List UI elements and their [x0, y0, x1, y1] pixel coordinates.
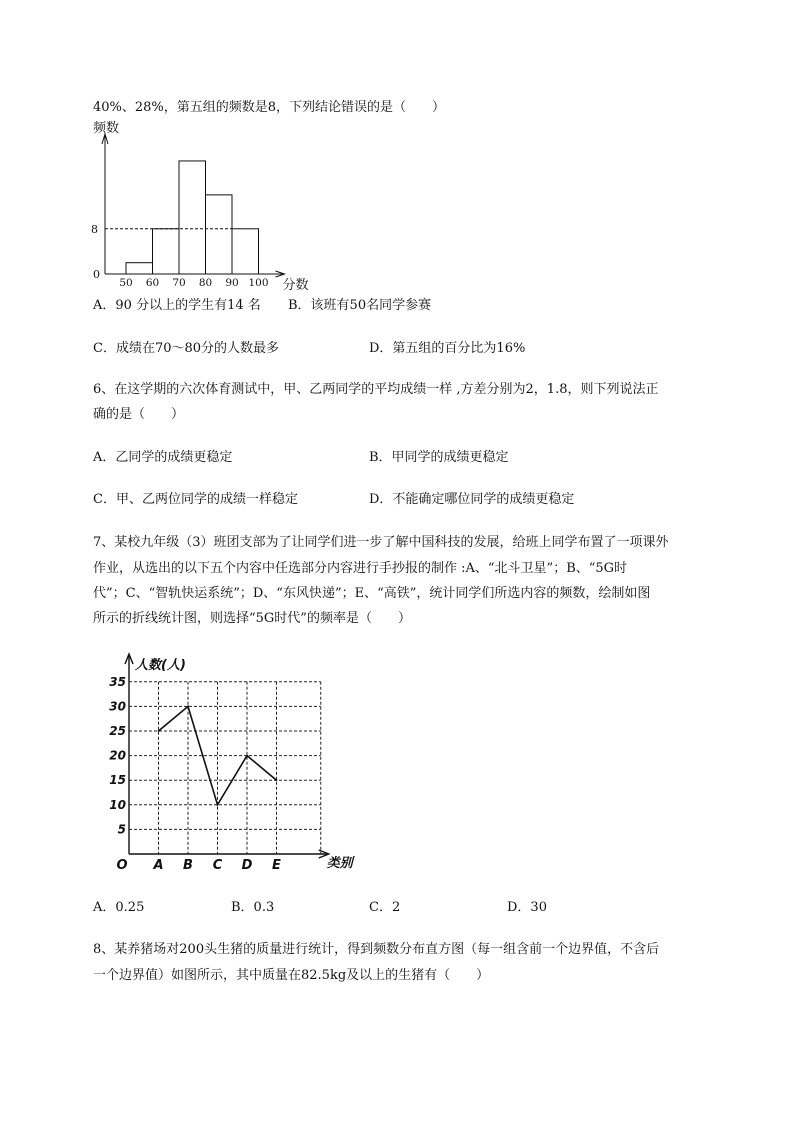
x-axis-label: 分数	[282, 278, 309, 293]
q6-option-b: B．甲同学的成绩更稳定	[369, 450, 509, 465]
x-tick-label: 100	[248, 277, 269, 289]
q7-stem-line4: 所示的折线统计图，则选择“5G时代”的频率是（ ）	[93, 611, 411, 626]
line-chart	[110, 650, 360, 880]
x-tick-label: 80	[198, 277, 213, 289]
q8-stem-line2: 一个边界值）如图所示，其中质量在82.5kg及以上的生猪有（ ）	[93, 968, 490, 983]
q8-stem-line1: 8、某养猪场对200头生猪的质量进行统计，得到频数分布直方图（每一组含前一个边界值，不含后	[93, 942, 660, 957]
x-tick-label: 60	[145, 277, 160, 289]
histogram-bar	[232, 229, 259, 274]
data-point	[246, 755, 248, 757]
data-point	[158, 730, 160, 732]
histogram-bar	[179, 161, 206, 274]
x-tick-label: 70	[172, 277, 186, 289]
q7-option-b: B．0.3	[231, 900, 275, 915]
x-tick-label: 50	[119, 277, 133, 289]
x-tick-label: B	[183, 858, 193, 873]
q5-option-c: C．成绩在70～80分的人数最多	[93, 341, 280, 356]
q5-option-a: A．90 分以上的学生有14 名	[93, 298, 261, 313]
q6-stem-line1: 6、在这学期的六次体育测试中，甲、乙两同学的平均成绩一样 ,方差分别为2，1.8，则下列说法正	[93, 382, 659, 397]
y-tick-label: 35	[109, 674, 126, 689]
histogram-bar	[126, 263, 153, 274]
q5-stem: 40%、28%，第五组的频数是8，下列结论错误的是（ ）	[93, 100, 446, 115]
q7-stem-line2: 作业，从选出的以下五个内容中任选部分内容进行手抄报的制作 :A、“北斗卫星”；B、“5G时	[93, 561, 628, 576]
y-tick-label: 15	[109, 773, 126, 788]
y-tick-label: 10	[109, 797, 126, 812]
histogram-bar	[206, 195, 233, 274]
data-point	[187, 706, 189, 708]
histogram	[88, 118, 318, 293]
x-tick-label: E	[272, 858, 281, 873]
q7-option-c: C．2	[369, 900, 401, 915]
q5-option-d: D．第五组的百分比为16%	[369, 341, 526, 356]
y-tick-label: 30	[109, 699, 126, 714]
data-point	[276, 779, 278, 781]
q7-stem-line3: 代”；C、“智轨快运系统”；D、“东风快递”；E、“高铁”，统计同学们所选内容的频数，绘制如图	[93, 586, 651, 601]
x-tick-label: A	[153, 858, 164, 873]
q7-stem-line1: 7、某校九年级（3）班团支部为了让同学们进一步了解中国科技的发展，给班上同学布置了一项课外	[93, 535, 669, 550]
q6-option-a: A．乙同学的成绩更稳定	[93, 450, 233, 465]
x-tick-label: C	[212, 858, 223, 873]
origin-label: O	[116, 858, 128, 873]
q7-option-d: D．30	[507, 900, 547, 915]
x-axis-label: 类别	[326, 856, 353, 871]
q5-option-b: B．该班有50名同学参赛	[288, 298, 432, 313]
data-point	[217, 804, 219, 806]
x-tick-label: 90	[225, 277, 239, 289]
y-axis-label: 人数(人)	[135, 658, 186, 673]
x-tick-label: D	[241, 858, 253, 873]
y-tick-label: 8	[91, 222, 98, 236]
y-axis-label: 频数	[93, 121, 120, 136]
y-tick-label: 5	[117, 822, 126, 837]
q6-option-c: C．甲、乙两位同学的成绩一样稳定	[93, 492, 298, 507]
q6-stem-line2: 确的是（ ）	[93, 407, 185, 422]
origin-label: 0	[93, 268, 100, 281]
q7-option-a: A．0.25	[93, 900, 145, 915]
histogram-bar	[153, 229, 180, 274]
y-tick-label: 20	[109, 748, 126, 763]
y-tick-label: 25	[109, 724, 126, 738]
q6-option-d: D．不能确定哪位同学的成绩更稳定	[369, 492, 575, 507]
